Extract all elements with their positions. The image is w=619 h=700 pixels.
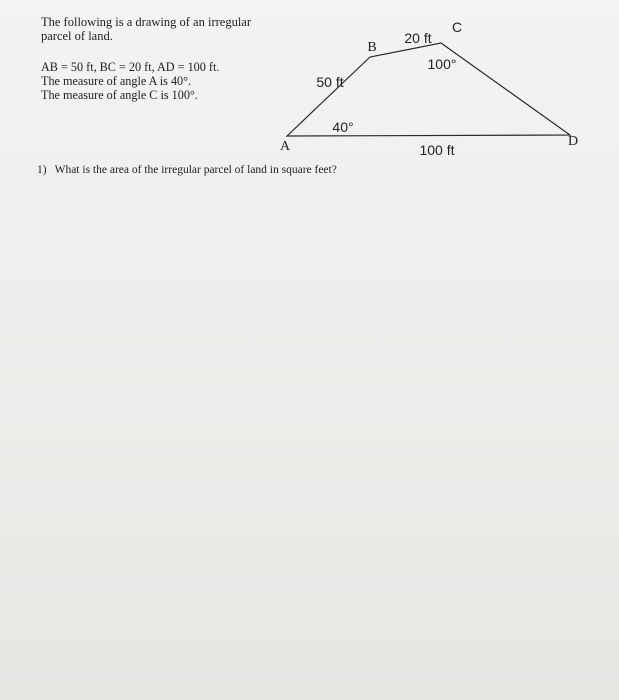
question-text: What is the area of the irregular parcel of land in square feet? [54,164,337,176]
vertex-c-label: C [451,19,463,35]
side-ad-length-label: 100 ft [419,142,455,158]
side-bc-length-label: 20 ft [404,30,432,46]
angle-a-label: 40° [332,119,354,135]
question-1 [37,164,337,176]
given-angle-a: The measure of angle A is 40°. [41,74,192,88]
angle-c-label: 100° [427,56,457,72]
intro-line-1: The following is a drawing of an irregular [41,15,252,29]
given-lengths: AB = 50 ft, BC = 20 ft, AD = 100 ft. [41,60,220,74]
intro-line-2: parcel of land. [41,29,113,43]
vertex-d-label: D [567,134,579,149]
vertex-a-label: A [279,139,291,154]
question-number: 1) [37,164,47,176]
side-ab-length-label: 50 ft [316,74,344,90]
given-angle-c: The measure of angle C is 100°. [41,88,198,102]
vertex-b-label: B [367,40,377,55]
